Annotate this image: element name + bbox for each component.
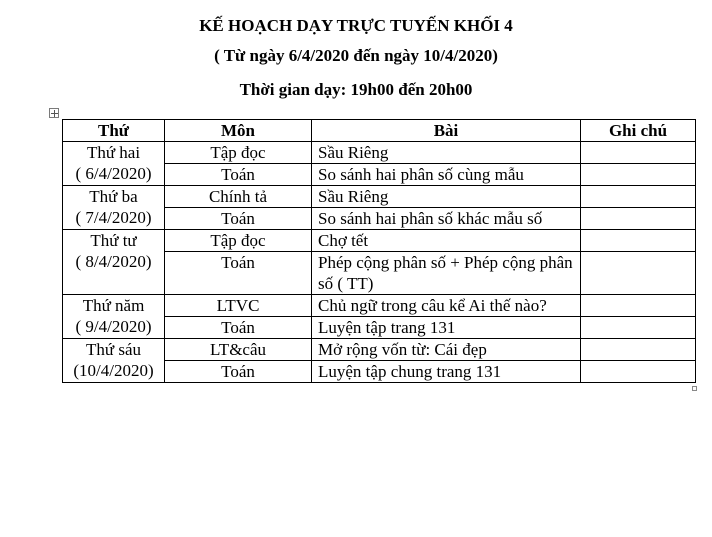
lesson-cell[interactable]: Luyện tập chung trang 131 [312, 361, 581, 383]
note-cell[interactable] [581, 252, 696, 295]
subject-cell[interactable]: Toán [165, 164, 312, 186]
subject-cell[interactable]: Tập đọc [165, 142, 312, 164]
subject-cell[interactable]: Toán [165, 208, 312, 230]
page-title: KẾ HOẠCH DẠY TRỰC TUYẾN KHỐI 4 [199, 16, 513, 35]
day-cell[interactable] [63, 186, 165, 230]
note-cell[interactable] [581, 208, 696, 230]
table-header-row [63, 120, 696, 142]
lesson-cell[interactable]: Chợ tết [312, 230, 581, 252]
note-cell[interactable] [581, 230, 696, 252]
subject-cell[interactable]: Chính tả [165, 186, 312, 208]
day-cell[interactable] [63, 339, 165, 383]
note-cell[interactable] [581, 164, 696, 186]
teaching-time: Thời gian dạy: 19h00 đến 20h00 [239, 80, 473, 99]
table-row [63, 186, 696, 208]
lesson-cell[interactable]: So sánh hai phân số cùng mẫu [312, 164, 581, 186]
day-name: Thứ sáu [85, 340, 141, 359]
subject-cell[interactable]: Toán [165, 317, 312, 339]
schedule-table [62, 119, 696, 383]
day-date: ( 8/4/2020) [75, 252, 152, 271]
day-name: Thứ hai [86, 143, 141, 162]
day-date: (10/4/2020) [73, 361, 154, 380]
table-move-handle-icon[interactable] [49, 108, 59, 118]
lesson-cell[interactable]: Sầu Riêng [312, 142, 581, 164]
note-cell[interactable] [581, 339, 696, 361]
note-cell[interactable] [581, 295, 696, 317]
date-range: ( Từ ngày 6/4/2020 đến ngày 10/4/2020) [214, 46, 498, 65]
day-date: ( 7/4/2020) [75, 208, 152, 227]
subject-cell[interactable]: Tập đọc [165, 230, 312, 252]
subject-cell[interactable]: Toán [165, 361, 312, 383]
lesson-cell[interactable]: Mở rộng vốn từ: Cái đẹp [312, 339, 581, 361]
subject-cell[interactable]: Toán [165, 252, 312, 295]
table-resize-handle-icon[interactable] [692, 386, 697, 391]
column-header-day: Thứ [63, 120, 165, 142]
day-cell[interactable] [63, 142, 165, 186]
note-cell[interactable] [581, 317, 696, 339]
day-date: ( 6/4/2020) [75, 164, 152, 183]
column-header-lesson: Bài [312, 120, 581, 142]
table-row [63, 339, 696, 361]
day-name: Thứ tư [90, 231, 137, 250]
subject-cell[interactable]: LTVC [165, 295, 312, 317]
note-cell[interactable] [581, 142, 696, 164]
note-cell[interactable] [581, 361, 696, 383]
day-cell[interactable] [63, 295, 165, 339]
table-row [63, 230, 696, 252]
lesson-cell[interactable]: So sánh hai phân số khác mẫu số [312, 208, 581, 230]
day-name: Thứ ba [89, 187, 138, 206]
subject-cell[interactable]: LT&câu [165, 339, 312, 361]
lesson-cell[interactable]: Sầu Riêng [312, 186, 581, 208]
day-name: Thứ năm [82, 296, 145, 315]
column-header-note: Ghi chú [581, 120, 696, 142]
lesson-cell[interactable]: Phép cộng phân số + Phép cộng phân số ( TT) [312, 252, 581, 295]
day-date: ( 9/4/2020) [75, 317, 152, 336]
table-row [63, 295, 696, 317]
lesson-cell[interactable]: Luyện tập trang 131 [312, 317, 581, 339]
day-cell[interactable] [63, 230, 165, 295]
column-header-subject: Môn [165, 120, 312, 142]
table-row [63, 142, 696, 164]
lesson-cell[interactable]: Chủ ngữ trong câu kể Ai thế nào? [312, 295, 581, 317]
note-cell[interactable] [581, 186, 696, 208]
